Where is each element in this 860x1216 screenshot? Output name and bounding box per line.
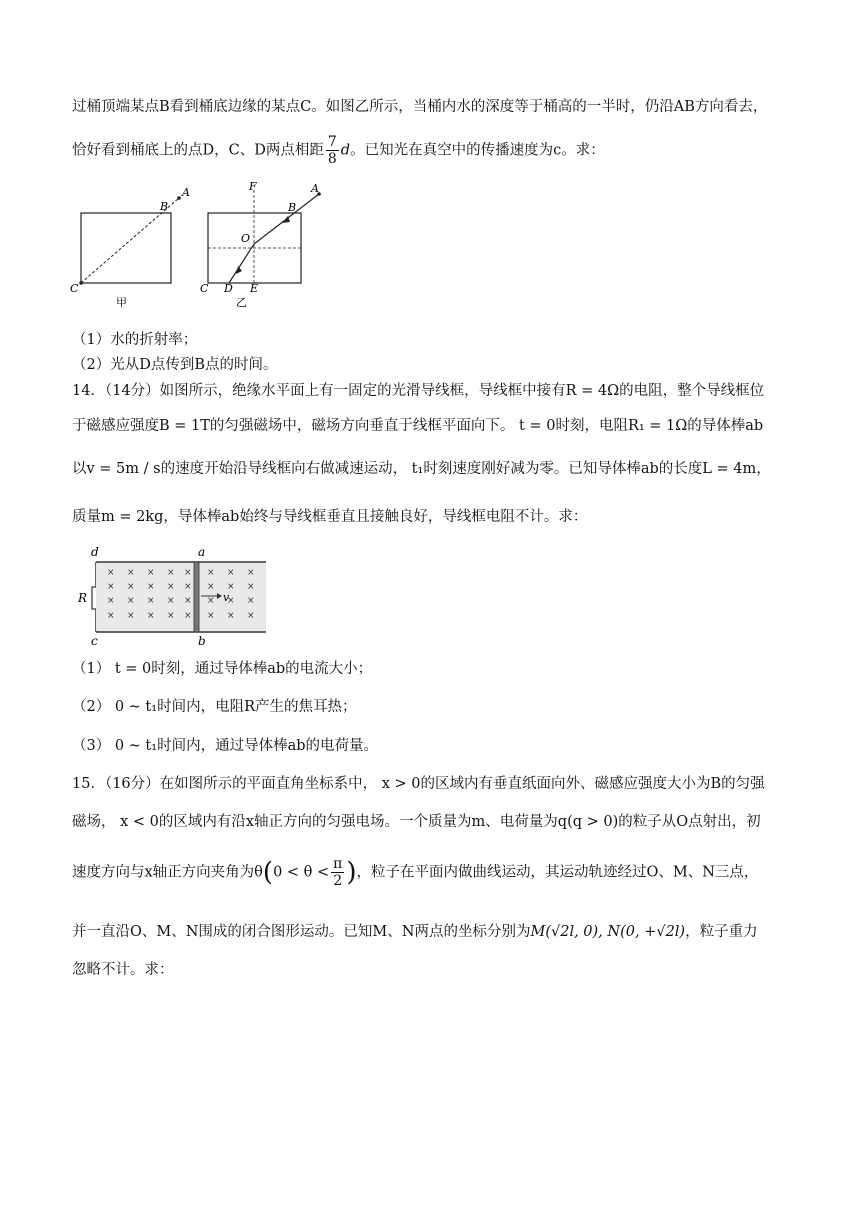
q15-line-1: 15．（16分）在如图所示的平面直角坐标系中， x > 0的区域内有垂直纸面向外、磁感应强度大小为B的匀强 (72, 776, 765, 792)
field-cross: × (207, 596, 215, 606)
q15-line-4-text-a: 并一直沿O、M、N围成的闭合图形运动。已知M、N两点的坐标分别为 (72, 924, 531, 940)
fraction-pi-over-2 (331, 856, 344, 889)
label-b-yi: B (288, 201, 297, 214)
q15-line-3-text-a: 速度方向与x轴正方向夹角为θ (72, 864, 263, 881)
field-cross: × (184, 582, 192, 592)
q13-line-1: 过桶顶端某点B看到桶底边缘的某点C。如图乙所示，当桶内水的深度等于桶高的一半时，仍沿AB方向看去， (72, 99, 768, 115)
label-o-yi: O (241, 232, 251, 245)
field-cross: × (147, 582, 155, 592)
q14-sub-2: （2） 0 ~ t₁时间内，电阻R产生的焦耳热； (72, 699, 357, 715)
label-c-yi: C (200, 282, 209, 295)
q13-line-2-text-a: 恰好看到桶底上的点D，C、D两点相距 (72, 142, 324, 159)
q14-line-2: 于磁感应强度B = 1T的匀强磁场中，磁场方向垂直于线框平面向下。 t = 0时刻，电阻R₁ = 1Ω的导体棒ab (72, 418, 764, 434)
field-cross: × (227, 568, 235, 578)
q13-sub-2: （2）光从D点传到B点的时间。 (72, 357, 278, 373)
field-cross: × (184, 596, 192, 606)
field-cross: × (207, 611, 215, 621)
q15-line-4-text-b: ，粒子重力 (685, 924, 758, 940)
q14-sub-3: （3） 0 ~ t₁时间内，通过导体棒ab的电荷量。 (72, 738, 378, 754)
field-cross: × (207, 568, 215, 578)
field-cross: × (167, 611, 175, 621)
field-cross: × (127, 596, 135, 606)
coordinates-m-n: M(√2l, 0), N(0, +√2l) (530, 924, 686, 940)
field-cross: × (107, 582, 115, 592)
caption-yi: 乙 (236, 296, 247, 309)
q14-line-3: 以v = 5m / s的速度开始沿导线框向右做减速运动， t₁时刻速度刚好减为零。已知导体棒ab的长度L = 4m， (72, 461, 771, 477)
field-cross: × (127, 582, 135, 592)
q14-line-4: 质量m = 2kg，导体棒ab始终与导线框垂直且接触良好，导线框电阻不计。求： (72, 509, 588, 525)
fraction-denominator: 2 (333, 873, 343, 889)
figure-conducting-rail (74, 542, 274, 648)
q15-line-5: 忽略不计。求： (72, 962, 174, 978)
theta-range: 0 < θ < (273, 864, 330, 881)
label-e-yi: E (250, 282, 259, 295)
bucket-jia (81, 213, 171, 283)
q13-sub-1: （1）水的折射率； (72, 332, 198, 348)
field-cross: × (227, 596, 235, 606)
field-cross: × (167, 596, 175, 606)
field-cross: × (247, 568, 255, 578)
label-v: v (223, 591, 230, 604)
field-cross: × (184, 568, 192, 578)
label-d-yi: D (224, 282, 233, 295)
q13-line-2-text-b: 。已知光在真空中的传播速度为c。求： (350, 142, 605, 159)
field-cross: × (107, 596, 115, 606)
q14-sub-1: （1） t = 0时刻，通过导体棒ab的电流大小； (72, 661, 373, 677)
label-b-jia: B (160, 200, 169, 213)
field-cross: × (207, 582, 215, 592)
field-cross: × (107, 568, 115, 578)
label-a-yi: A (311, 182, 319, 195)
q15-line-4 (72, 922, 758, 942)
label-r: R (78, 591, 88, 605)
fraction-denominator: 8 (327, 151, 337, 167)
point-a-jia (177, 196, 181, 200)
field-cross: × (147, 596, 155, 606)
fraction-7-8 (326, 134, 339, 167)
q15-line-3 (72, 856, 758, 889)
field-cross: × (167, 568, 175, 578)
paren-close: ) (346, 857, 357, 888)
field-cross: × (167, 582, 175, 592)
field-cross: × (127, 568, 135, 578)
field-cross: × (247, 611, 255, 621)
field-cross: × (184, 611, 192, 621)
figure-bucket-refraction (66, 178, 326, 313)
label-d: d (91, 545, 99, 559)
q14-line-1: 14．（14分）如图所示，绝缘水平面上有一固定的光滑导线框，导线框中接有R = 4Ω的电阻，整个导线框位 (72, 383, 765, 399)
label-c: c (91, 634, 98, 648)
q15-line-2: 磁场， x < 0的区域内有沿x轴正方向的匀强电场。一个质量为m、电荷量为q(q > 0)的粒子从O点射出，初 (72, 814, 761, 830)
point-c-jia (79, 281, 83, 285)
variable-d: d (340, 142, 351, 159)
label-b: b (198, 634, 206, 648)
q13-line-2 (72, 134, 605, 167)
field-cross: × (127, 611, 135, 621)
field-cross: × (247, 582, 255, 592)
field-cross: × (227, 582, 235, 592)
label-a-jia: A (182, 186, 190, 199)
field-cross: × (107, 611, 115, 621)
label-a: a (198, 545, 206, 559)
fraction-numerator: π (333, 856, 343, 872)
field-cross: × (227, 611, 235, 621)
q15-line-3-text-b: ，粒子在平面内做曲线运动，其运动轨迹经过O、M、N三点， (356, 864, 759, 881)
magnetic-field-region (96, 563, 266, 631)
paren-open: ( (262, 857, 274, 888)
label-f-yi: F (249, 180, 257, 193)
field-cross: × (247, 596, 255, 606)
caption-jia: 甲 (116, 296, 127, 309)
field-cross: × (147, 568, 155, 578)
label-c-jia: C (70, 282, 79, 295)
fraction-numerator: 7 (327, 134, 337, 150)
field-cross: × (147, 611, 155, 621)
conducting-rod-ab (194, 562, 199, 632)
